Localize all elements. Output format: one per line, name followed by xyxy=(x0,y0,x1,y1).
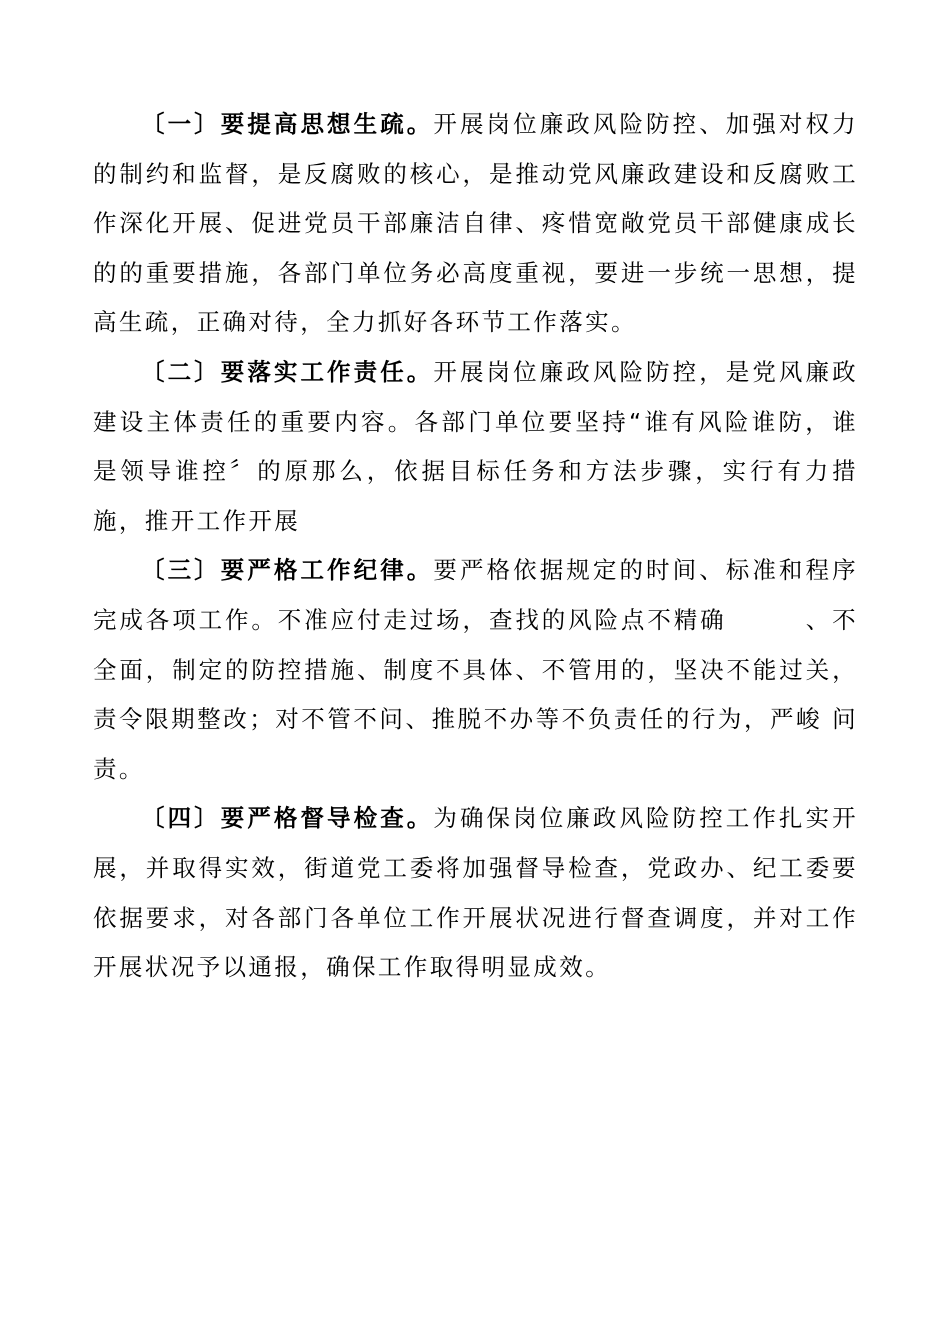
paragraph-2 xyxy=(93,348,858,546)
document-body xyxy=(93,100,858,993)
paragraph-1-text: 开展岗位廉政风险防控、加强对权力的制约和监督，是反腐败的核心，是推动党风廉政建设和反腐败工作深化开展、促进党员干部廉洁自律、疼惜宽敞党员干部健康成长的的重要措施，各部门单位务必高度重视，要进一步统一思想，提高生疏，正确对待，全力抓好各环节工作落实。 xyxy=(93,110,858,337)
paragraph-1 xyxy=(93,100,858,348)
paragraph-3 xyxy=(93,546,858,794)
paragraph-2-text: 开展岗位廉政风险防控，是党风廉政建设主体责任的重要内容。各部门单位要坚持“谁有风险谁防，谁是领导谁控〞的原那么，依据目标任务和方法步骤，实行有力措施，推开工作开展 xyxy=(93,357,858,535)
paragraph-3-heading: 〔三〕要严格工作纪律。 xyxy=(141,556,434,585)
paragraph-2-heading: 〔二〕要落实工作责任。 xyxy=(141,357,434,386)
paragraph-4-text: 为确保岗位廉政风险防控工作扎实开展，并取得实效，街道党工委将加强督导检查，党政办、纪工委要依据要求，对各部门各单位工作开展状况进行督查调度，并对工作开展状况予以通报，确保工作取得明显成效。 xyxy=(93,804,858,982)
paragraph-3-text: 要严格依据规定的时间、标准和程序完成各项工作。不准应付走过场，查找的风险点不精确 、不全面，制定的防控措施、制度不具体、不管用的，坚决不能过关，责令限期整改；对不管不问、推脱不办等不负责任的行为，严峻 问责。 xyxy=(93,556,858,783)
paragraph-4-heading: 〔四〕要严格督导检查。 xyxy=(141,804,434,833)
paragraph-1-heading: 〔一〕要提高思想生疏。 xyxy=(141,110,434,138)
paragraph-4 xyxy=(93,794,858,992)
